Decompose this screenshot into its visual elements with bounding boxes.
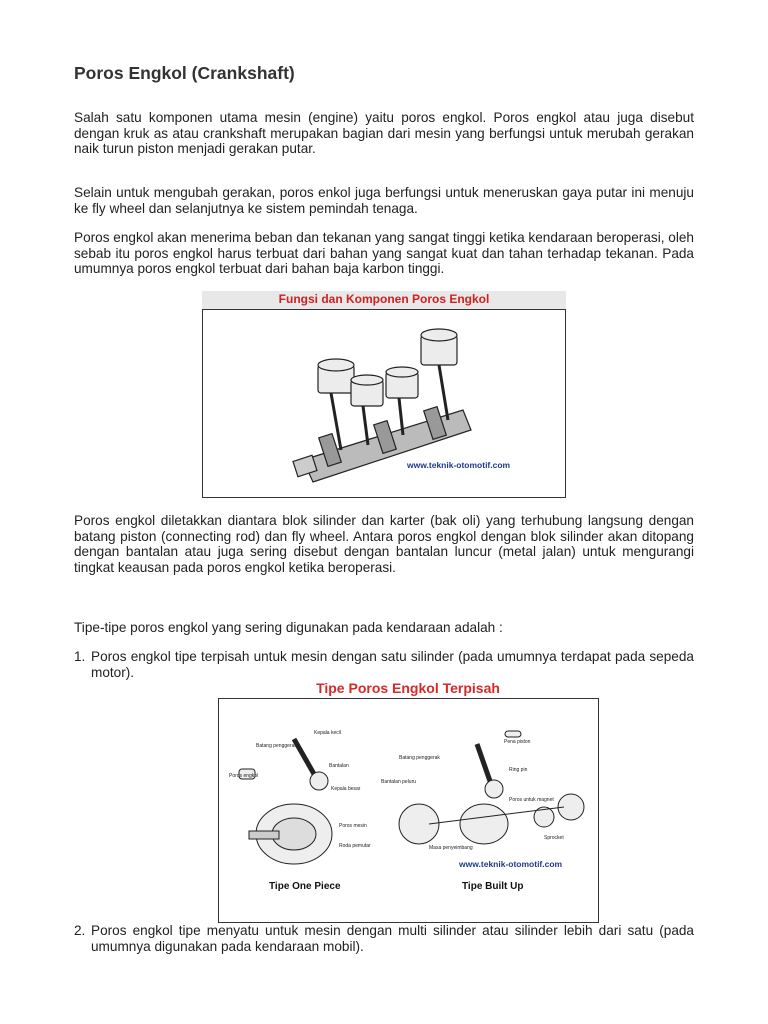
- paragraph-intro: Salah satu komponen utama mesin (engine) yaitu poros engkol. Poros engkol atau juga disebut dengan kruk as atau crankshaft merupakan bagian dari mesin yang berfungsi untuk merubah gerakan naik turun piston menjadi gerakan putar.: [74, 110, 694, 157]
- part-label: Poros mesin: [339, 823, 367, 829]
- part-label: Bantalan peluru: [381, 779, 417, 785]
- paragraph-material: Poros engkol akan menerima beban dan tekanan yang sangat tinggi ketika kendaraan beroperasi, oleh sebab itu poros engkol harus terbuat dari bahan yang sangat kuat dan tahan terhadap tekanan. Pada umumnya poros engkol terbuat dari bahan baja karbon tinggi.: [74, 230, 694, 277]
- figure-caption: Fungsi dan Komponen Poros Engkol: [202, 291, 566, 309]
- list-number: 2.: [74, 923, 86, 938]
- part-label: Masa penyeimbang: [429, 845, 473, 851]
- part-label: Poros engkol: [229, 773, 259, 779]
- part-label: Pena piston: [504, 739, 531, 745]
- part-label: Batang penggerak: [256, 743, 297, 749]
- part-label: Batang penggerak: [399, 755, 440, 761]
- figure-caption: Tipe Poros Engkol Terpisah: [316, 680, 500, 696]
- paragraph-function: Selain untuk mengubah gerakan, poros enkol juga berfungsi untuk meneruskan gaya putar ini menuju ke fly wheel dan selanjutnya ke sistem pemindah tenaga.: [74, 185, 694, 216]
- figure-crankshaft-components: [202, 291, 566, 497]
- paragraph-types-intro: Tipe-tipe poros engkol yang sering digunakan pada kendaraan adalah :: [74, 620, 503, 635]
- separate-crankshaft-illustration: [219, 699, 598, 922]
- figure-watermark: www.teknik-otomotif.com: [407, 460, 511, 470]
- part-label: Kepala kecil: [314, 730, 341, 736]
- figure-watermark: www.teknik-otomotif.com: [459, 859, 563, 869]
- figure-sublabel: Tipe Built Up: [462, 881, 524, 892]
- crankshaft-illustration: [203, 310, 565, 497]
- figure-sublabel: Tipe One Piece: [269, 881, 341, 892]
- part-label: Roda pemutar: [339, 843, 371, 849]
- page-title: Poros Engkol (Crankshaft): [74, 63, 295, 83]
- part-label: Ring pin: [509, 767, 528, 773]
- part-label: Kepala besar: [331, 786, 361, 792]
- paragraph-location: Poros engkol diletakkan diantara blok silinder dan karter (bak oli) yang terhubung langsung dengan batang piston (connecting rod) dan fly wheel. Antara poros engkol dengan blok silinder akan ditopang dengan bantalan atau juga sering disebut dengan bantalan luncur (metal jalan) untuk mengurangi tingkat keausan pada poros engkol ketika beroperasi.: [74, 513, 694, 575]
- part-label: Poros untuk magnet: [509, 797, 554, 803]
- part-label: Sprocket: [544, 835, 564, 841]
- list-text: Poros engkol tipe menyatu untuk mesin dengan multi silinder atau silinder lebih dari satu (pada umumnya digunakan pada kendaraan mobil).: [91, 923, 694, 954]
- part-label: Bantalan: [329, 763, 349, 769]
- figure-separate-crankshaft: [218, 698, 599, 923]
- figure-image: [202, 309, 566, 498]
- list-number: 1.: [74, 649, 86, 664]
- list-item: [74, 649, 694, 680]
- list-text: Poros engkol tipe terpisah untuk mesin dengan satu silinder (pada umumnya terdapat pada sepeda motor).: [91, 649, 694, 680]
- list-item: [74, 923, 694, 954]
